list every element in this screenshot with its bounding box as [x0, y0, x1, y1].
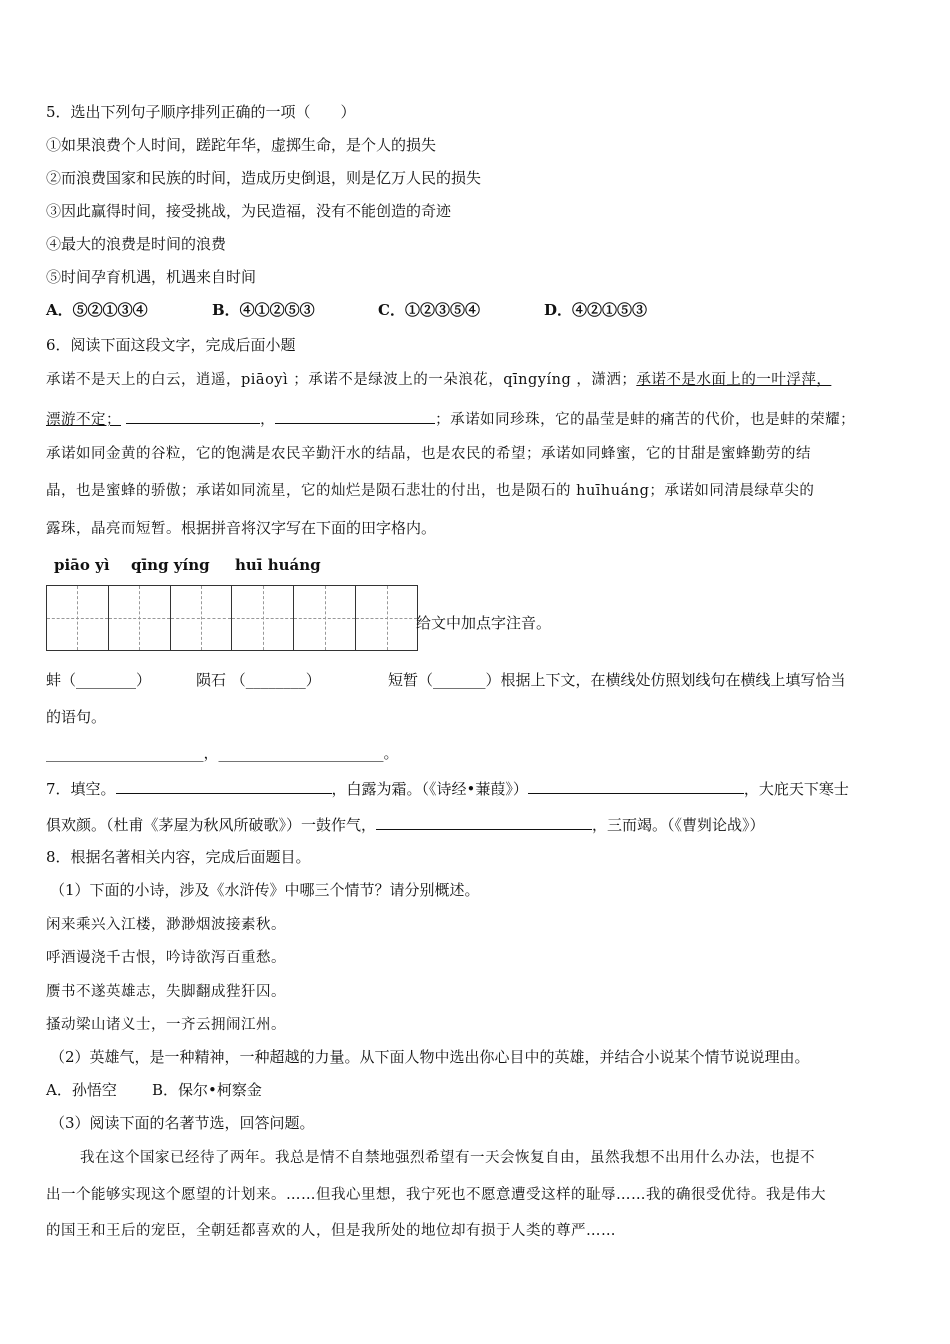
q6-fill-blank-1[interactable] [126, 407, 260, 424]
q6-passage-line-3: 承诺如同金黄的谷粒，它的饱满是农民辛勤汗水的结晶，也是农民的希望；承诺如同蜂蜜，它的甘甜是蜜蜂勤劳的结 [46, 446, 811, 462]
grid-cell[interactable] [47, 586, 109, 650]
q7-stem: 7．填空。 [46, 780, 116, 798]
q8-stem: 8．根据名著相关内容，完成后面题目。 [46, 848, 311, 866]
q7-blank-1[interactable] [116, 777, 332, 794]
zhuyin-duanzan: 短暂（_______）根据上下文，在横线处仿照划线句在横线上填写恰当 [388, 671, 846, 689]
tianzige-grid [46, 585, 418, 651]
q8-sub-2: （2）英雄气，是一种精神，一种超越的力量。从下面人物中选出你心目中的英雄，并结合小说某个情节说说理由。 [50, 1048, 810, 1066]
zhuyin-bang: 蚌（________） [46, 671, 152, 689]
q6-pinyin-row [54, 555, 321, 575]
q5-sentence-5: ⑤时间孕育机遇，机遇来自时间 [46, 268, 257, 286]
q7-blank-3[interactable] [376, 813, 592, 830]
q6-passage-2b: ；承诺如同珍珠，它的晶莹是蚌的痛苦的代价，也是蚌的荣耀； [435, 412, 856, 428]
q6-fill-blank-2[interactable] [275, 407, 435, 424]
q6-underlined-sentence: 承诺不是水面上的一叶浮萍， [636, 372, 832, 388]
q8-poem-line-3: 赝书不遂英雄志，失脚翻成狴犴囚。 [46, 984, 286, 1000]
q6-annotation-prompt: 给文中加点字注音。 [416, 614, 552, 632]
q5-option-a[interactable]: A．⑤②①③④ [46, 301, 148, 319]
q7-line-1 [46, 777, 849, 799]
q5-sentence-3: ③因此赢得时间，接受挑战，为民造福，没有不能创造的奇迹 [46, 202, 452, 220]
q6-passage-2a: 漂游不定； [46, 412, 121, 428]
q8-poem-line-1: 闲来乘兴入江楼，渺渺烟波接素秋。 [46, 917, 286, 933]
q7-text-1b: ，白露为霜。（《诗经•蒹葭》） [331, 780, 528, 798]
grid-cell[interactable] [109, 586, 171, 650]
q5-option-d[interactable]: D．④②①⑤③ [544, 301, 648, 319]
q5-options [46, 300, 647, 320]
q6-passage-line-2: 漂游不定； ， ；承诺如同珍珠，它的晶莹是蚌的痛苦的代价，也是蚌的荣耀； [46, 407, 855, 430]
q5-option-b[interactable]: B．④①②⑤③ [212, 301, 315, 319]
q7-text-2a: 俱欢颜。（杜甫《茅屋为秋风所破歌》）一鼓作气， [46, 816, 377, 834]
q8-sub-1: （1）下面的小诗，涉及《水浒传》中哪三个情节？请分别概述。 [50, 881, 480, 899]
q7-blank-2[interactable] [528, 777, 744, 794]
q6-zhuyin-row-cont: 的语句。 [46, 708, 107, 726]
q5-sentence-2: ②而浪费国家和民族的时间，造成历史倒退，则是亿万人民的损失 [46, 169, 482, 187]
q8-excerpt-line-3: 的国王和王后的宠臣，全朝廷都喜欢的人，但是我所处的地位却有损于人类的尊严…… [46, 1223, 616, 1239]
grid-cell[interactable] [171, 586, 233, 650]
q6-passage-line-5 [46, 518, 436, 539]
grid-cell[interactable] [294, 586, 356, 650]
q8-option-b[interactable]: B．保尔•柯察金 [152, 1081, 262, 1099]
q5-option-c[interactable]: C．①②③⑤④ [378, 301, 480, 319]
q7-text-2b: ，三而竭。（《曹刿论战》） [592, 816, 765, 834]
q7-line-2 [46, 813, 765, 835]
grid-cell[interactable] [356, 586, 417, 650]
q8-options [46, 1080, 262, 1100]
zhuyin-yunshi: 陨石 （________） [196, 671, 321, 689]
q8-poem-line-2: 呼酒谩浇千古恨，吟诗欲泻百重愁。 [46, 950, 286, 966]
pinyin-qingying: qīng yíng [131, 556, 210, 574]
q8-excerpt-line-1: 我在这个国家已经待了两年。我总是情不自禁地强烈希望有一天会恢复自由，虽然我想不出用什么办法，也提不 [80, 1150, 815, 1166]
q8-option-a[interactable]: A．孙悟空 [46, 1081, 117, 1099]
q5-sentence-4: ④最大的浪费是时间的浪费 [46, 235, 227, 253]
grid-cell[interactable] [232, 586, 294, 650]
q8-sub-3: （3）阅读下面的名著节选，回答问题。 [50, 1114, 315, 1132]
q6-zhuyin-row [46, 670, 846, 690]
q6-instruction: 根据拼音将汉字写在下面的田字格内。 [181, 519, 437, 537]
q6-answer-lines[interactable]: _____________________，______________________。 [46, 744, 399, 762]
q6-passage-1a: 承诺不是天上的白云，逍遥，piāoyì ；承诺不是绿波上的一朵浪花，qīngyíng ，潇洒； [46, 372, 637, 388]
q6-passage-line-4: 晶，也是蜜蜂的骄傲；承诺如同流星，它的灿烂是陨石悲壮的付出，也是陨石的 huīhuáng；承诺如同清晨绿草尖的 [46, 483, 815, 499]
q8-excerpt-line-2: 出一个能够实现这个愿望的计划来。……但我心里想，我宁死也不愿意遭受这样的耻辱……我的确很受优待。我是伟大 [46, 1187, 826, 1203]
q6-passage-line-1 [46, 370, 831, 390]
q8-poem-line-4: 搔动梁山诸义士，一齐云拥闹江州。 [46, 1017, 286, 1033]
q5-sentence-1: ①如果浪费个人时间，蹉跎年华，虚掷生命，是个人的损失 [46, 136, 437, 154]
q5-stem: 5．选出下列句子顺序排列正确的一项（ ） [46, 103, 356, 121]
q7-text-1c: ，大庇天下寒士 [743, 780, 849, 798]
pinyin-piaoyi: piāo yì [54, 556, 110, 574]
pinyin-huihuang: huī huáng [235, 556, 321, 574]
q6-passage-5a: 露珠，晶亮而短暂。 [46, 521, 181, 537]
q6-stem: 6．阅读下面这段文字，完成后面小题 [46, 336, 296, 354]
